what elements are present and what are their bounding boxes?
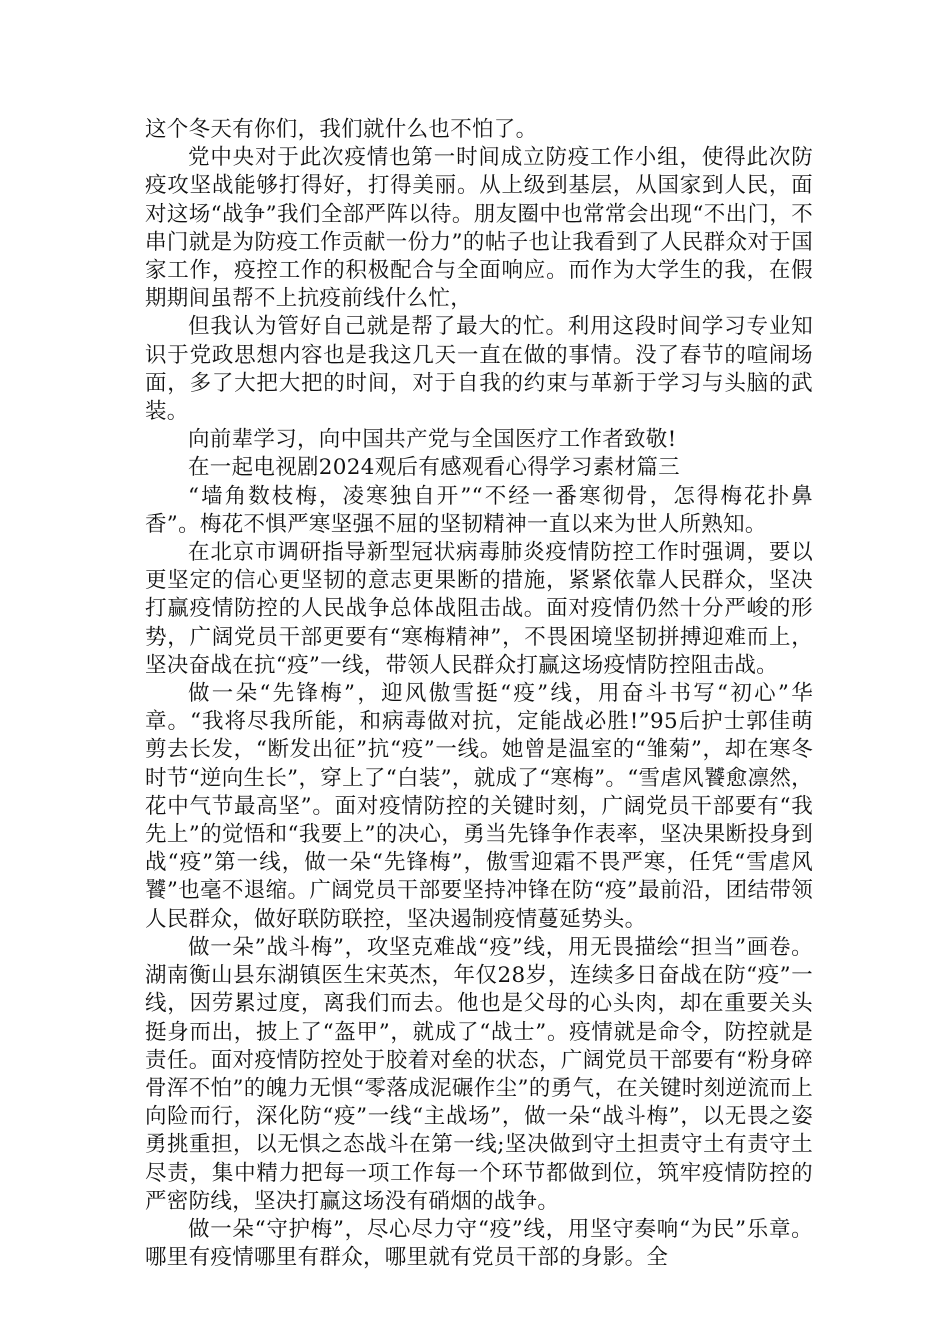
- document-body: [145, 116, 813, 1272]
- paragraph: “墙角数枝梅，凌寒独自开”“不经一番寒彻骨，怎得梅花扑鼻香”。梅花不惧严寒坚强不屈的坚韧精神一直以来为世人所熟知。: [145, 483, 813, 537]
- paragraph: 但我认为管好自己就是帮了最大的忙。利用这段时间学习专业知识于党政思想内容也是我这几天一直在做的事情。没了春节的喧闹场面，多了大把大把的时间，对于自我的约束与革新于学习与头脑的武装。: [145, 314, 813, 425]
- paragraph: 在北京市调研指导新型冠状病毒肺炎疫情防控工作时强调，要以更坚定的信心更坚韧的意志更果断的措施，紧紧依靠人民群众，坚决打赢疫情防控的人民战争总体战阻击战。面对疫情仍然十分严峻的形势，广阔党员干部更要有“寒梅精神”，不畏困境坚韧拼搏迎难而上，坚决奋战在抗“疫”一线，带领人民群众打赢这场疫情防控阻击战。: [145, 540, 813, 678]
- paragraph: 做一朵“守护梅”，尽心尽力守“疫”线，用坚守奏响“为民”乐章。哪里有疫情哪里有群众，哪里就有党员干部的身影。全: [145, 1216, 813, 1271]
- paragraph: 党中央对于此次疫情也第一时间成立防疫工作小组，使得此次防疫攻坚战能够打得好，打得美丽。从上级到基层，从国家到人民，面对这场“战争”我们全部严阵以待。朋友圈中也常常会出现“不出门，不串门就是为防疫工作贡献一份力”的帖子也让我看到了人民群众对于国家工作，疫控工作的积极配合与全面响应。而作为大学生的我，在假期期间虽帮不上抗疫前线什么忙，: [145, 145, 813, 312]
- paragraph: 做一朵“先锋梅”，迎风傲雪挺“疫”线，用奋斗书写“初心”华章。“我将尽我所能，和病毒做对抗，定能战必胜!”95后护士郭佳萌剪去长发，“断发出征”抗“疫”一线。她曾是温室的“雏菊”，却在寒冬时节“逆向生长”，穿上了“白装”，就成了“寒梅”。“雪虐风饕愈凛然，花中气节最高坚”。面对疫情防控的关键时刻，广阔党员干部要有“我先上”的觉悟和“我要上”的决心，勇当先锋争作表率，坚决果断投身到战“疫”第一线，做一朵“先锋梅”，傲雪迎霜不畏严寒，任凭“雪虐风饕”也毫不退缩。广阔党员干部要坚持冲锋在防“疫”最前沿，团结带领人民群众，做好联防联控，坚决遏制疫情蔓延势头。: [145, 681, 813, 932]
- paragraph: 向前辈学习，向中国共产党与全国医疗工作者致敬!: [188, 427, 677, 453]
- paragraph: 做一朵”战斗梅”，攻坚克难战“疫”线，用无畏描绘“担当”画卷。湖南衡山县东湖镇医生宋英杰，年仅28岁，连续多日奋战在防“疫”一线，因劳累过度，离我们而去。他也是父母的心头肉，却在重要关头挺身而出，披上了“盔甲”，就成了“战士”。疫情就是命令，防控就是责任。面对疫情防控处于胶着对垒的状态，广阔党员干部要有“粉身碎骨浑不怕”的魄力无惧“零落成泥碾作尘”的勇气，在关键时刻逆流而上向险而行，深化防“疫”一线“主战场”，做一朵“战斗梅”，以无畏之姿勇挑重担，以无惧之态战斗在第一线;坚决做到守土担责守土有责守土尽责，集中精力把每一项工作每一个环节都做到位，筑牢疫情防控的严密防线，坚决打赢这场没有硝烟的战争。: [145, 934, 813, 1214]
- section-heading: 在一起电视剧2024观后有感观看心得学习素材篇三: [188, 455, 680, 481]
- paragraph: 这个冬天有你们，我们就什么也不怕了。: [145, 117, 538, 142]
